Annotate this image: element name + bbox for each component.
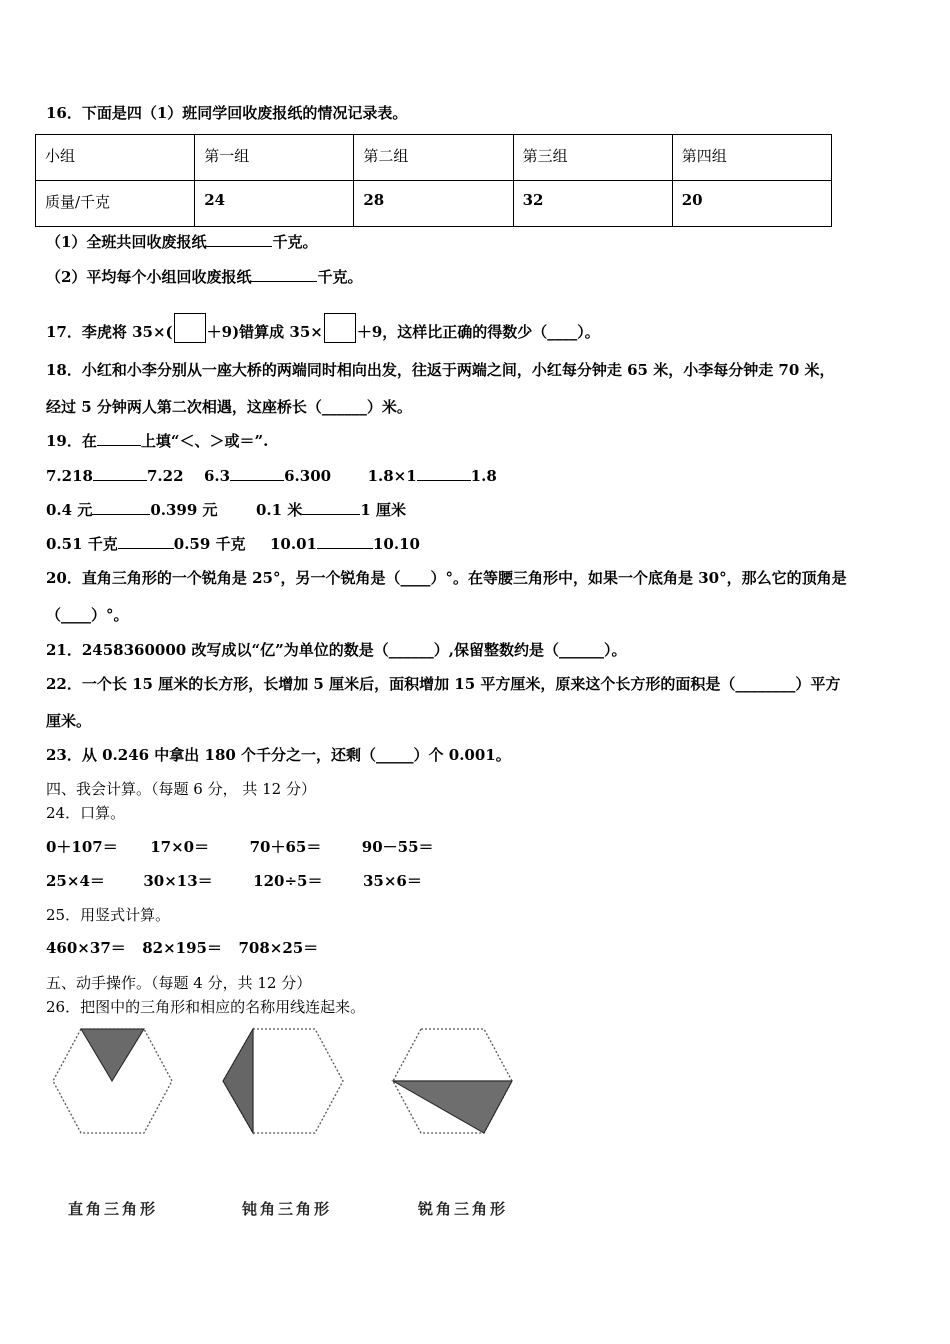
q24-row1 — [46, 837, 434, 857]
table-cell: 24 — [195, 181, 354, 227]
answer-blank[interactable] — [118, 534, 174, 549]
answer-blank[interactable] — [302, 500, 360, 515]
table-row — [36, 181, 832, 227]
caption-acute-triangle[interactable]: 锐角三角形 — [418, 1200, 509, 1218]
q16-sub2-text: （2）平均每个小组回收废报纸 — [46, 268, 252, 286]
mental-math-item: 120÷5＝ — [253, 872, 323, 890]
answer-box[interactable] — [174, 313, 206, 343]
q19-title — [46, 431, 268, 451]
q20-line2: （____）°。 — [46, 606, 129, 624]
compare-value: 10.10 — [372, 535, 420, 553]
compare-value: 1.8×1 — [367, 467, 417, 485]
q19-row2 — [46, 500, 406, 520]
caption-obtuse-triangle[interactable]: 钝角三角形 — [242, 1200, 333, 1218]
shaded-triangle — [223, 1029, 253, 1133]
table-cell: 20 — [672, 181, 831, 227]
q19-row3 — [46, 534, 420, 554]
q19-title-a: 19．在 — [46, 432, 97, 450]
vertical-calc-item: 460×37＝ — [46, 939, 126, 957]
table-cell: 32 — [513, 181, 672, 227]
q21: 21．2458360000 改写成以“亿”为单位的数是（______）,保留整数约是（______）。 — [46, 641, 627, 659]
compare-value: 0.51 千克 — [46, 535, 118, 553]
answer-blank[interactable] — [417, 466, 471, 481]
section-4-heading: 四、我会计算。（每题 6 分， 共 12 分） — [46, 780, 316, 798]
table-cell: 第四组 — [672, 135, 831, 181]
answer-blank[interactable] — [317, 534, 373, 549]
compare-value: 10.01 — [270, 535, 317, 553]
hexagon-figure-2 — [220, 1025, 345, 1137]
mental-math-item: 17×0＝ — [150, 838, 210, 856]
q17-part-a: 17．李虎将 35×( — [46, 323, 173, 341]
answer-box[interactable] — [324, 313, 356, 343]
table-cell: 质量/千克 — [36, 181, 195, 227]
q16-sub1-text: （1）全班共回收废报纸 — [46, 233, 207, 251]
shaded-triangle — [393, 1081, 512, 1133]
q17 — [46, 313, 600, 343]
answer-blank[interactable] — [251, 267, 317, 282]
compare-value: 7.22 — [146, 467, 184, 485]
q19-title-b: 上填“＜、＞或＝”. — [140, 432, 269, 450]
q16-sub2-unit: 千克。 — [317, 268, 363, 286]
hexagon-figure-1 — [50, 1025, 175, 1137]
compare-value: 0.1 米 — [256, 501, 303, 519]
answer-blank[interactable] — [93, 466, 147, 481]
mental-math-item: 25×4＝ — [46, 872, 105, 890]
answer-blank[interactable] — [230, 466, 284, 481]
hexagon-figure-3 — [390, 1025, 515, 1137]
table-cell: 第二组 — [354, 135, 513, 181]
q24-row2 — [46, 871, 422, 891]
q16-sub1-unit: 千克。 — [272, 233, 318, 251]
mental-math-item: 90－55＝ — [361, 838, 434, 856]
q17-part-b: ＋9)错算成 35× — [206, 323, 323, 341]
table-cell: 小组 — [36, 135, 195, 181]
q20-line1: 20．直角三角形的一个锐角是 25°，另一个锐角是（____）°。在等腰三角形中，如果一个底角是 30°，那么它的顶角是 — [46, 569, 847, 587]
q24-title: 24．口算。 — [46, 804, 126, 822]
table-header-row — [36, 135, 832, 181]
table-cell: 第一组 — [195, 135, 354, 181]
caption-right-triangle[interactable]: 直角三角形 — [68, 1200, 159, 1218]
answer-blank[interactable] — [206, 232, 272, 247]
mental-math-item: 35×6＝ — [362, 872, 422, 890]
compare-value: 6.300 — [284, 467, 332, 485]
q25-title: 25．用竖式计算。 — [46, 906, 171, 924]
q26-title: 26．把图中的三角形和相应的名称用线连起来。 — [46, 998, 366, 1016]
q16-title: 16．下面是四（1）班同学回收废报纸的情况记录表。 — [46, 104, 408, 122]
q18-line2: 经过 5 分钟两人第二次相遇，这座桥长（______）米。 — [46, 398, 412, 416]
q19-row1 — [46, 466, 497, 486]
q16-sub1 — [46, 232, 317, 252]
q16-sub2 — [46, 267, 362, 287]
answer-blank — [97, 431, 141, 446]
compare-value: 7.218 — [46, 467, 93, 485]
shaded-triangle — [81, 1029, 144, 1081]
section-5-heading: 五、动手操作。（每题 4 分，共 12 分） — [46, 974, 312, 992]
compare-value: 0.399 元 — [150, 501, 218, 519]
vertical-calc-item: 708×25＝ — [238, 939, 319, 957]
compare-value: 0.4 元 — [46, 501, 93, 519]
q22-line2: 厘米。 — [46, 712, 92, 730]
vertical-calc-item: 82×195＝ — [142, 939, 222, 957]
q18-line1: 18．小红和小李分别从一座大桥的两端同时相向出发，往返于两端之间，小红每分钟走 65 米，小李每分钟走 70 米， — [46, 361, 835, 379]
compare-value: 1.8 — [470, 467, 497, 485]
mental-math-item: 70＋65＝ — [249, 838, 322, 856]
q23: 23．从 0.246 中拿出 180 个千分之一，还剩（_____）个 0.001。 — [46, 746, 511, 764]
compare-value: 6.3 — [204, 467, 231, 485]
table-cell: 第三组 — [513, 135, 672, 181]
mental-math-item: 30×13＝ — [143, 872, 213, 890]
record-table — [35, 134, 832, 227]
mental-math-item: 0＋107＝ — [46, 838, 118, 856]
answer-blank[interactable] — [92, 500, 150, 515]
compare-value: 0.59 千克 — [173, 535, 246, 553]
compare-value: 1 厘米 — [360, 501, 406, 519]
q22-line1: 22．一个长 15 厘米的长方形，长增加 5 厘米后，面积增加 15 平方厘米，原来这个长方形的面积是（________）平方 — [46, 675, 841, 693]
table-cell: 28 — [354, 181, 513, 227]
q25-items — [46, 938, 318, 958]
q17-part-c: ＋9，这样比正确的得数少（____）。 — [356, 323, 600, 341]
